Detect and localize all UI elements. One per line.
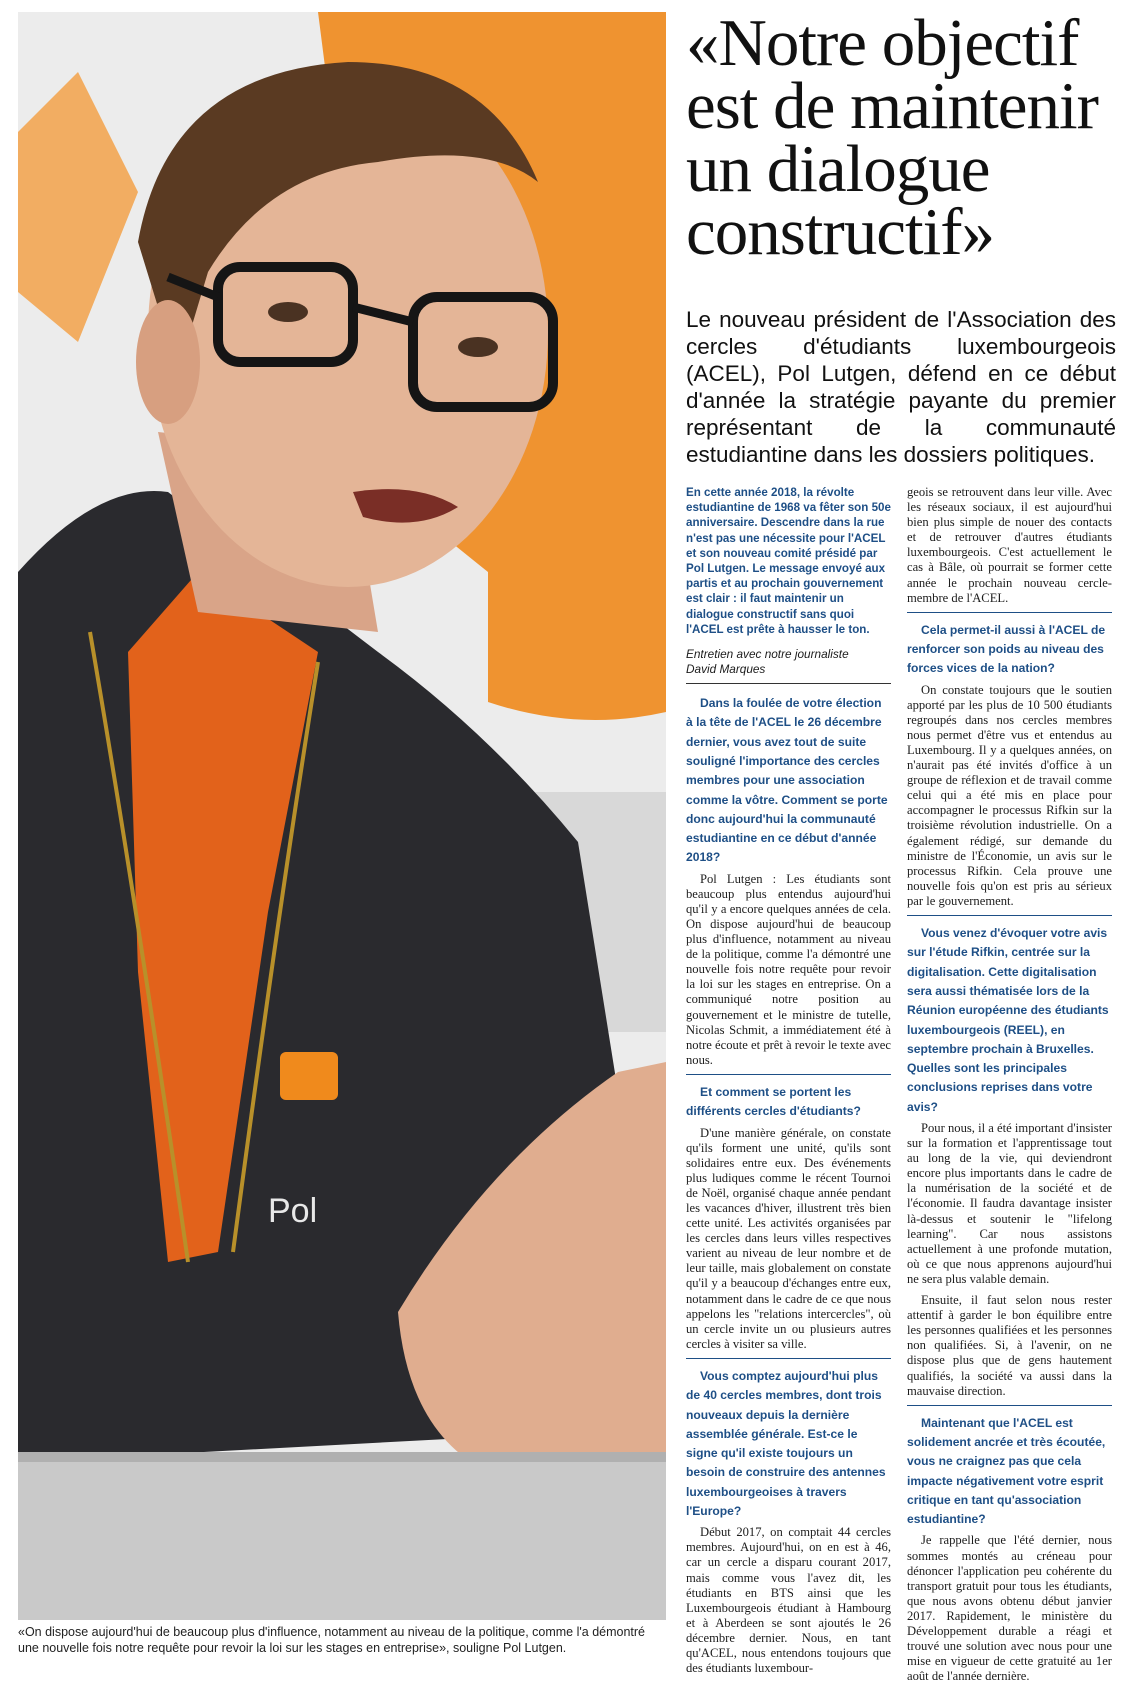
byline-line: Entretien avec notre journaliste [686, 647, 849, 662]
portrait-photo [18, 12, 666, 1620]
portrait-illustration [18, 12, 666, 1620]
headline-line: est de maintenir [686, 69, 1098, 143]
shirt-name-label: Pol [268, 1192, 318, 1230]
intro-paragraph: Le nouveau président de l'Association des cercles d'étudiants luxembourgeois (ACEL), Pol Lutgen, défend en ce début d'année la stratégie payante du premier représentant de la communauté estudiantine dans les dossiers politiques. [686, 307, 1116, 467]
article-column-2 [907, 485, 1112, 1684]
byline [686, 647, 891, 684]
interview-answer: Ensuite, il faut selon nous rester attentif à garder le bon équilibre entre les personnes qualifiées et les personnes non qualifiées. Si, à l'avenir, on ne dispose plus que de gens hautement qualifiés, la société va aussi dans la mauvaise direction. [907, 1293, 1112, 1398]
photo-caption: «On dispose aujourd'hui de beaucoup plus d'influence, notamment au niveau de la politique, comme l'a démontré une nouvelle fois notre requête pour revoir la loi sur les stages en entreprise», souligne Pol Lutgen. [18, 1625, 646, 1655]
lede-paragraph: En cette année 2018, la révolte estudiantine de 1968 va fêter son 50e anniversaire. Descendre dans la rue n'est pas une nécessite pour l'ACEL et son nouveau comité présidé par Pol Lutgen. Le message envoyé aux partis et au prochain gouvernement est clair : il faut maintenir un dialogue constructif sans quoi l'ACEL est prête à hausser le ton. [686, 486, 891, 636]
interview-answer-continued: geois se retrouvent dans leur ville. Avec les réseaux sociaux, il est aujourd'hui bien plus simple de nouer des contacts et de retrouver d'autres étudiants luxembourgeois. C'est actuellement le cas à Bâle, où pourrait se former cette année le prochain nouveau cercle-membre de l'ACEL. [907, 485, 1112, 605]
interview-answer: Pour nous, il a été important d'insister sur la formation et l'apprentissage tout au long de la vie, qui deviendront encore plus importants dans le cadre de la numérisation de la société et de l'économie. Il faudra davantage insister là-dessus et soutenir le "lifelong learning". Car nous assistons actuellement à une profonde mutation, où ce que nous apprenons aujourd'hui ne sera plus valable demain. [907, 1121, 1112, 1286]
interview-question: Dans la foulée de votre élection à la tête de l'ACEL le 26 décembre dernier, vous avez tout de suite souligné l'importance des cercles membres pour une association comme la vôtre. Comment se porte donc aujourd'hui la communauté estudiantine en ce début d'année 2018? [686, 696, 888, 865]
headline-line: «Notre objectif [686, 6, 1079, 80]
interview-answer: On constate toujours que le soutien apporté par les plus de 10 500 étudiants regroupés dans nos cercles membres nous permet d'être vus et entendus au Luxembourg. Il y a quelques années, on n'aurait pas été invités d'office à un groupe de réflexion et de travail comme celui qui a été mis en place pour accompagner le processus Rifkin sur la troisième révolution industrielle. On a également rédigé, sur demande du ministre de l'Économie, un avis sur le processus Rifkin. Cela prouve une nouvelle fois qu'on est pris au sérieux par le gouvernement. [907, 682, 1112, 908]
headline-line: un dialogue [686, 132, 990, 206]
interview-answer: D'une manière générale, on constate qu'ils forment une unité, qu'ils sont solidaires entre eux. Des événements plus ludiques comme le récent Tournoi de Noël, organisé chaque année pendant les vacances d'hiver, illustrent très bien cette unité. Les activités organisées par les cercles dans leurs villes respectives varient au niveau de leur nombre et de leur taille, mais globalement on constate qu'il y a beaucoup d'échanges entre eux, notamment dans le cadre de ce que nous appelons les "relations intercercles", où un cercle invite un ou plusieurs autres cercles à visiter sa ville. [686, 1125, 891, 1351]
interview-question: Vous comptez aujourd'hui plus de 40 cercles membres, dont trois nouveaux depuis la dernière assemblée générale. Est-ce le signe qu'il existe toujours un besoin de construire des antennes luxembourgeoises à travers l'Europe? [686, 1358, 891, 1521]
byline-author: David Marques [686, 662, 766, 677]
interview-answer: Pol Lutgen : Les étudiants sont beaucoup plus entendus aujourd'hui qu'il y a encore quelques années de cela. On dispose aujourd'hui de beaucoup plus d'influence, notamment au niveau de la politique, comme l'a démontré une nouvelle fois notre requête pour revoir la loi sur les stages en entreprise. On a communiqué notre position au gouvernement et le ministre de tutelle, Nicolas Schmit, a immédiatement été à notre écoute et prêt à revoir le texte avec nous. [686, 871, 891, 1067]
interview-question: Maintenant que l'ACEL est solidement ancrée et très écoutée, vous ne craignez pas que cela impacte négativement votre esprit critique en tant qu'association estudiantine? [907, 1405, 1112, 1530]
interview-question: Vous venez d'évoquer votre avis sur l'étude Rifkin, centrée sur la digitalisation. Cette digitalisation sera aussi thématisée lors de la Réunion européenne des étudiants luxembourgeois (REEL), en septembre prochain à Bruxelles. Quelles sont les principales conclusions reprises dans votre avis? [907, 915, 1112, 1117]
interview-answer: Je rappelle que l'été dernier, nous sommes montés au créneau pour dénoncer l'application peu cohérente du transport gratuit pour tous les étudiants, que nous avons obtenu début janvier 2017. Rapidement, le ministère du Développement durable a réagi et trouvé une solution avec nous pour une mise en vigueur de cette gratuité au 1er août de l'année dernière. [907, 1533, 1112, 1684]
headline [686, 6, 1116, 269]
interview-question: Cela permet-il aussi à l'ACEL de renforcer son poids au niveau des forces vices de la nation? [907, 612, 1112, 679]
interview-answer: Début 2017, on comptait 44 cercles membres. Aujourd'hui, on en est à 46, car un cercle a disparu courant 2017, mais comme vous l'avez dit, les étudiants en BTS ainsi que les Luxembourgeois étudiant à Hambourg et à Aberdeen se sont ajoutés le 26 décembre dernier. Nous, en tant qu'ACEL, nous entendons toujours que des étudiants luxembour- [686, 1525, 891, 1676]
interview-question: Et comment se portent les différents cercles d'étudiants? [686, 1074, 891, 1122]
article-column-1 [686, 485, 891, 1676]
headline-line: constructif» [686, 195, 995, 269]
